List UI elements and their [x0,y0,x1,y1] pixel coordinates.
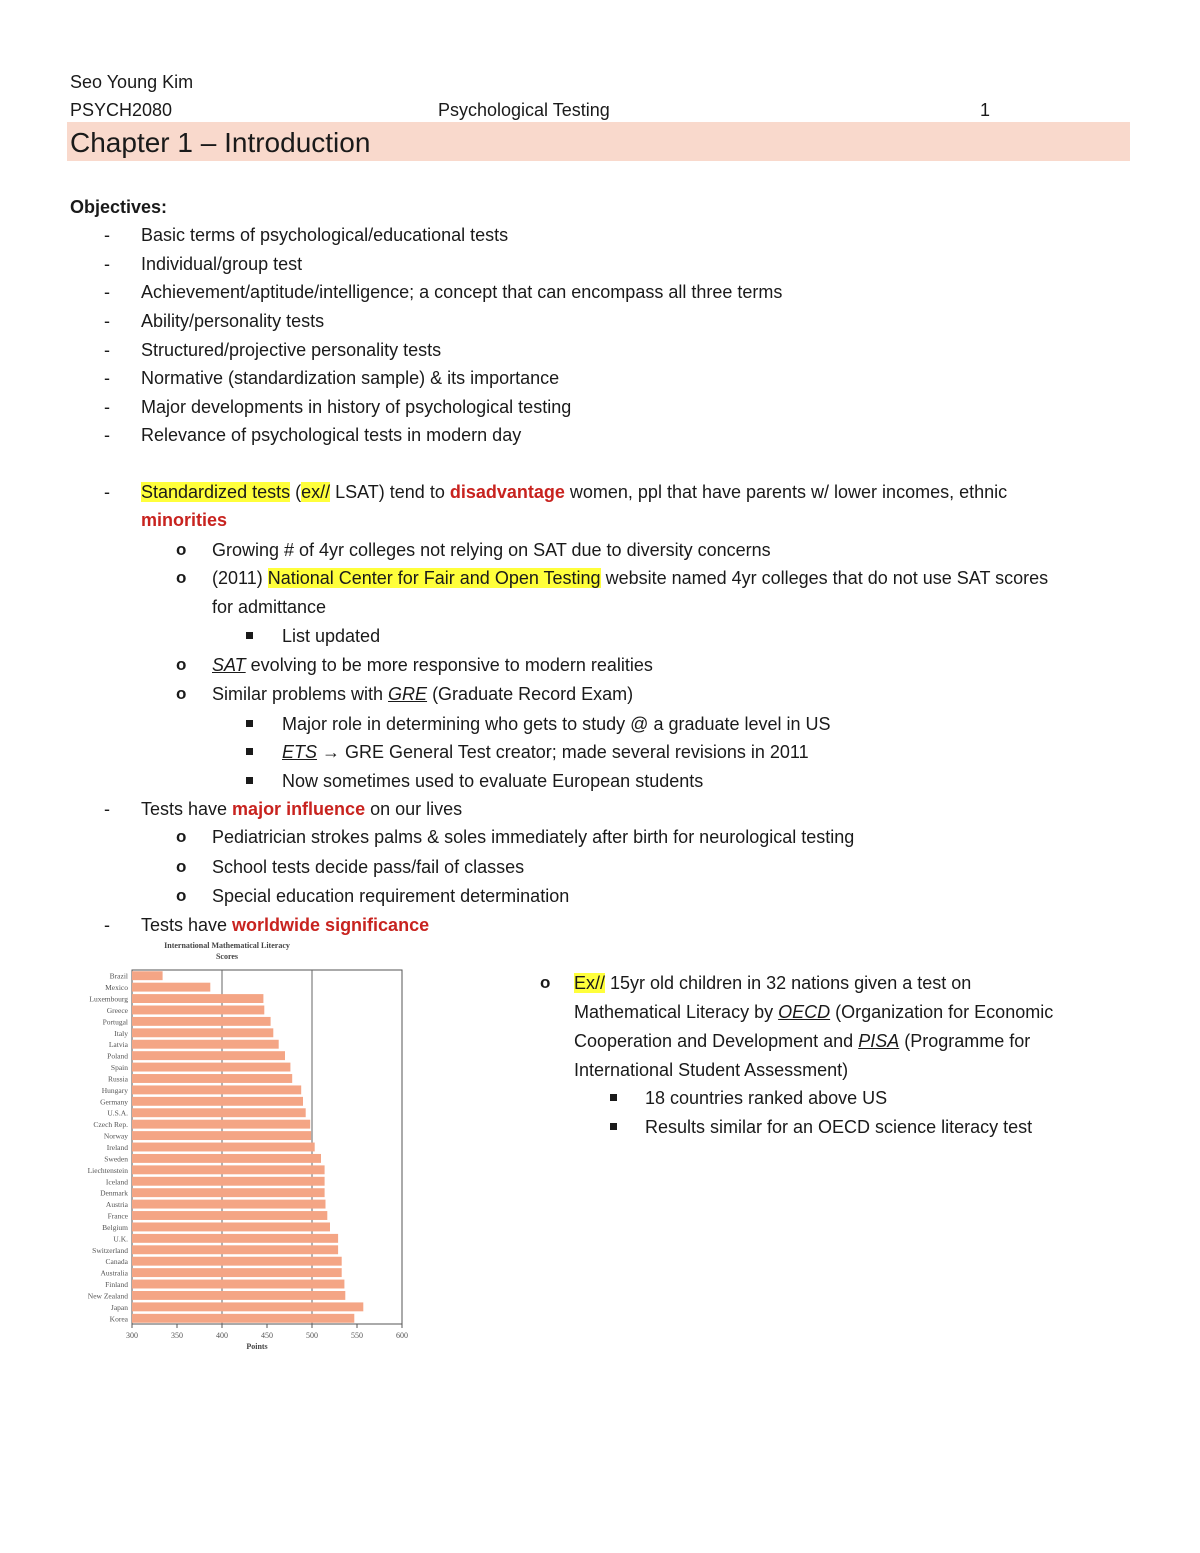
chart-bar [132,1222,330,1231]
dash-bullet: - [104,425,110,445]
objective-item: Achievement/aptitude/intelligence; a concept that can encompass all three terms [141,282,783,302]
chart-bar [132,1063,290,1072]
pisa-note-line [574,1029,1030,1053]
category-label: Switzerland [92,1245,128,1255]
category-label: Germany [100,1097,128,1107]
chart-bar [132,1291,345,1300]
dash-bullet: - [104,397,110,417]
chart-bar [132,1268,342,1277]
dash-bullet: - [104,482,110,502]
x-tick-label: 500 [306,1331,318,1340]
category-label: Denmark [100,1188,128,1198]
category-label: Latvia [108,1040,128,1050]
category-label: Portugal [102,1017,128,1027]
square-bullet [610,1123,617,1130]
circle-bullet: o [176,540,187,559]
category-label: Brazil [109,971,128,981]
circle-bullet: o [540,973,551,992]
note-text: (Graduate Record Exam) [427,684,634,704]
note-text: Tests have [141,799,233,819]
note-text: ( [290,482,302,502]
category-label: Japan [110,1302,128,1312]
chart-bar [132,1154,321,1163]
sub-note [212,566,1048,590]
category-label: Belgium [102,1222,128,1232]
course-subject: Psychological Testing [438,100,610,120]
worldwide-note [141,913,429,937]
chart-bar [132,983,210,992]
note-text: (Programme for [899,1031,1031,1051]
note-text: website named 4yr colleges that do not use SAT scores [600,568,1049,588]
chart-bar [132,1200,326,1209]
objective-item: Individual/group test [141,254,303,274]
note-text: on our lives [365,799,463,819]
page-header [70,100,990,124]
chart-bar [132,1120,310,1129]
chart-bar [132,1097,303,1106]
dash-bullet: - [104,915,110,935]
sub-sub-note: 18 countries ranked above US [645,1088,888,1108]
chart-bar [132,1040,279,1049]
square-bullet [246,748,253,755]
chart-subtitle: Scores [215,952,239,961]
square-bullet [246,720,253,727]
underlined-term: GRE [388,684,428,704]
arrow-icon: → [317,742,346,762]
dash-bullet: - [104,282,110,302]
chart-bar [132,1017,271,1026]
category-label: Russia [107,1074,128,1084]
x-tick-label: 400 [216,1331,228,1340]
chart-svg [70,940,420,1350]
sub-sub-note: Now sometimes used to evaluate European students [282,771,704,791]
sub-sub-note: Major role in determining who gets to study @ a graduate level in US [282,714,831,734]
highlight-text: ex// [301,482,331,502]
chart-bar [132,1211,327,1220]
emphasis-text: worldwide significance [232,915,430,935]
x-tick-label: 450 [261,1331,273,1340]
chart-bar [132,994,263,1003]
circle-bullet: o [176,655,187,674]
x-tick-label: 300 [126,1331,138,1340]
square-bullet [246,632,253,639]
category-label: Mexico [105,983,128,993]
circle-bullet: o [176,684,187,703]
note-text: Mathematical Literacy by [574,1002,779,1022]
chart-bar [132,1143,315,1152]
category-label: Czech Rep. [93,1120,128,1130]
pisa-note-line [574,1000,1053,1024]
chart-bar [132,1108,306,1117]
underlined-term: PISA [858,1031,900,1051]
category-label: Korea [109,1314,128,1324]
category-label: Spain [110,1063,128,1073]
underlined-term: SAT [212,655,246,675]
sub-sub-note: List updated [282,626,381,646]
sub-note-continued: for admittance [212,597,327,617]
category-label: Italy [114,1028,128,1038]
category-label: Ireland [106,1143,128,1152]
note-text: (Organization for Economic [830,1002,1054,1022]
circle-bullet: o [176,568,187,587]
underlined-term: OECD [778,1002,831,1022]
category-label: Finland [105,1280,128,1290]
objective-item: Major developments in history of psychological testing [141,397,572,417]
category-label: Luxembourg [89,994,128,1004]
category-label: Iceland [105,1177,128,1187]
category-label: Austria [105,1200,128,1210]
chart-bar [132,1257,342,1266]
category-label: Poland [107,1051,128,1061]
chart-bar [132,1028,273,1037]
category-label: Australia [100,1268,128,1278]
note-text: women, ppl that have parents w/ lower incomes, ethnic [564,482,1008,502]
sub-sub-note [282,740,809,764]
influence-note [141,797,462,821]
note-text: Similar problems with [212,684,389,704]
objective-item: Structured/projective personality tests [141,340,442,360]
objective-item: Ability/personality tests [141,311,325,331]
note-text: Tests have [141,915,233,935]
objective-item: Relevance of psychological tests in modern day [141,425,522,445]
sub-note: Special education requirement determination [212,886,570,906]
sub-sub-note: Results similar for an OECD science literacy test [645,1117,1033,1137]
chart-bar [132,1051,285,1060]
sub-note: Growing # of 4yr colleges not relying on SAT due to diversity concerns [212,540,771,560]
category-label: Norway [103,1131,128,1141]
dash-bullet: - [104,254,110,274]
standardized-tests-note [141,480,1007,504]
math-literacy-chart [70,940,420,1350]
dash-bullet: - [104,225,110,245]
note-text: GRE General Test creator; made several revisions in 2011 [345,742,809,762]
chart-bar [132,1165,325,1174]
x-tick-label: 350 [171,1331,183,1340]
chart-bar [132,1188,325,1197]
note-text: 15yr old children in 32 nations given a test on [605,973,972,993]
square-bullet [246,777,253,784]
circle-bullet: o [176,827,187,846]
chart-bar [132,1302,363,1311]
objective-item: Basic terms of psychological/educational tests [141,225,509,245]
highlight-text: Standardized tests [141,482,291,502]
chart-bar [132,1245,338,1254]
chart-title: International Mathematical Literacy [164,941,290,950]
category-label: Hungary [101,1085,128,1095]
emphasis-text: minorities [141,510,228,530]
objective-item: Normative (standardization sample) & its importance [141,368,560,388]
category-label: Sweden [104,1154,128,1164]
circle-bullet: o [176,857,187,876]
x-axis-label: Points [246,1342,268,1350]
category-label: Greece [106,1005,128,1015]
dash-bullet: - [104,340,110,360]
sub-note: Pediatrician strokes palms & soles immediately after birth for neurological testing [212,827,855,847]
category-label: Canada [105,1257,128,1267]
page-number: 1 [979,100,990,120]
chart-bar [132,1006,264,1015]
pisa-note-line: International Student Assessment) [574,1060,849,1080]
author-name: Seo Young Kim [70,72,194,92]
chart-bar [132,1074,292,1083]
chapter-heading-bar [67,122,1130,161]
dash-bullet: - [104,311,110,331]
highlight-text: Ex// [574,973,606,993]
chart-bar [132,1280,344,1289]
note-text: LSAT) tend to [330,482,450,502]
highlight-text: National Center for Fair and Open Testing [267,568,601,588]
chart-bar [132,1314,354,1323]
dash-bullet: - [104,368,110,388]
emphasis-text: major influence [232,799,366,819]
square-bullet [610,1094,617,1101]
category-label: U.S.A. [107,1108,128,1118]
note-text: Cooperation and Development and [574,1031,859,1051]
chart-bar [132,1085,301,1094]
course-code: PSYCH2080 [70,100,173,120]
category-label: France [107,1211,128,1221]
x-tick-label: 600 [396,1331,408,1340]
sub-note [212,653,653,677]
emphasis-text: disadvantage [449,482,565,502]
category-label: U.K. [113,1234,128,1244]
chart-bar [132,1234,338,1243]
circle-bullet: o [176,886,187,905]
note-text: evolving to be more responsive to modern realities [245,655,653,675]
category-label: Liechtenstein [87,1165,128,1175]
note-text: (2011) [212,568,268,588]
underlined-term: ETS [282,742,318,762]
sub-note: School tests decide pass/fail of classes [212,857,525,877]
chart-bar [132,971,163,980]
chart-bar [132,1131,311,1140]
pisa-note [574,971,971,995]
sub-note [212,682,633,706]
dash-bullet: - [104,799,110,819]
x-tick-label: 550 [351,1331,363,1340]
category-label: New Zealand [87,1291,128,1301]
chart-bar [132,1177,325,1186]
objectives-heading: Objectives: [70,197,168,217]
chapter-title: Chapter 1 – Introduction [70,127,371,158]
